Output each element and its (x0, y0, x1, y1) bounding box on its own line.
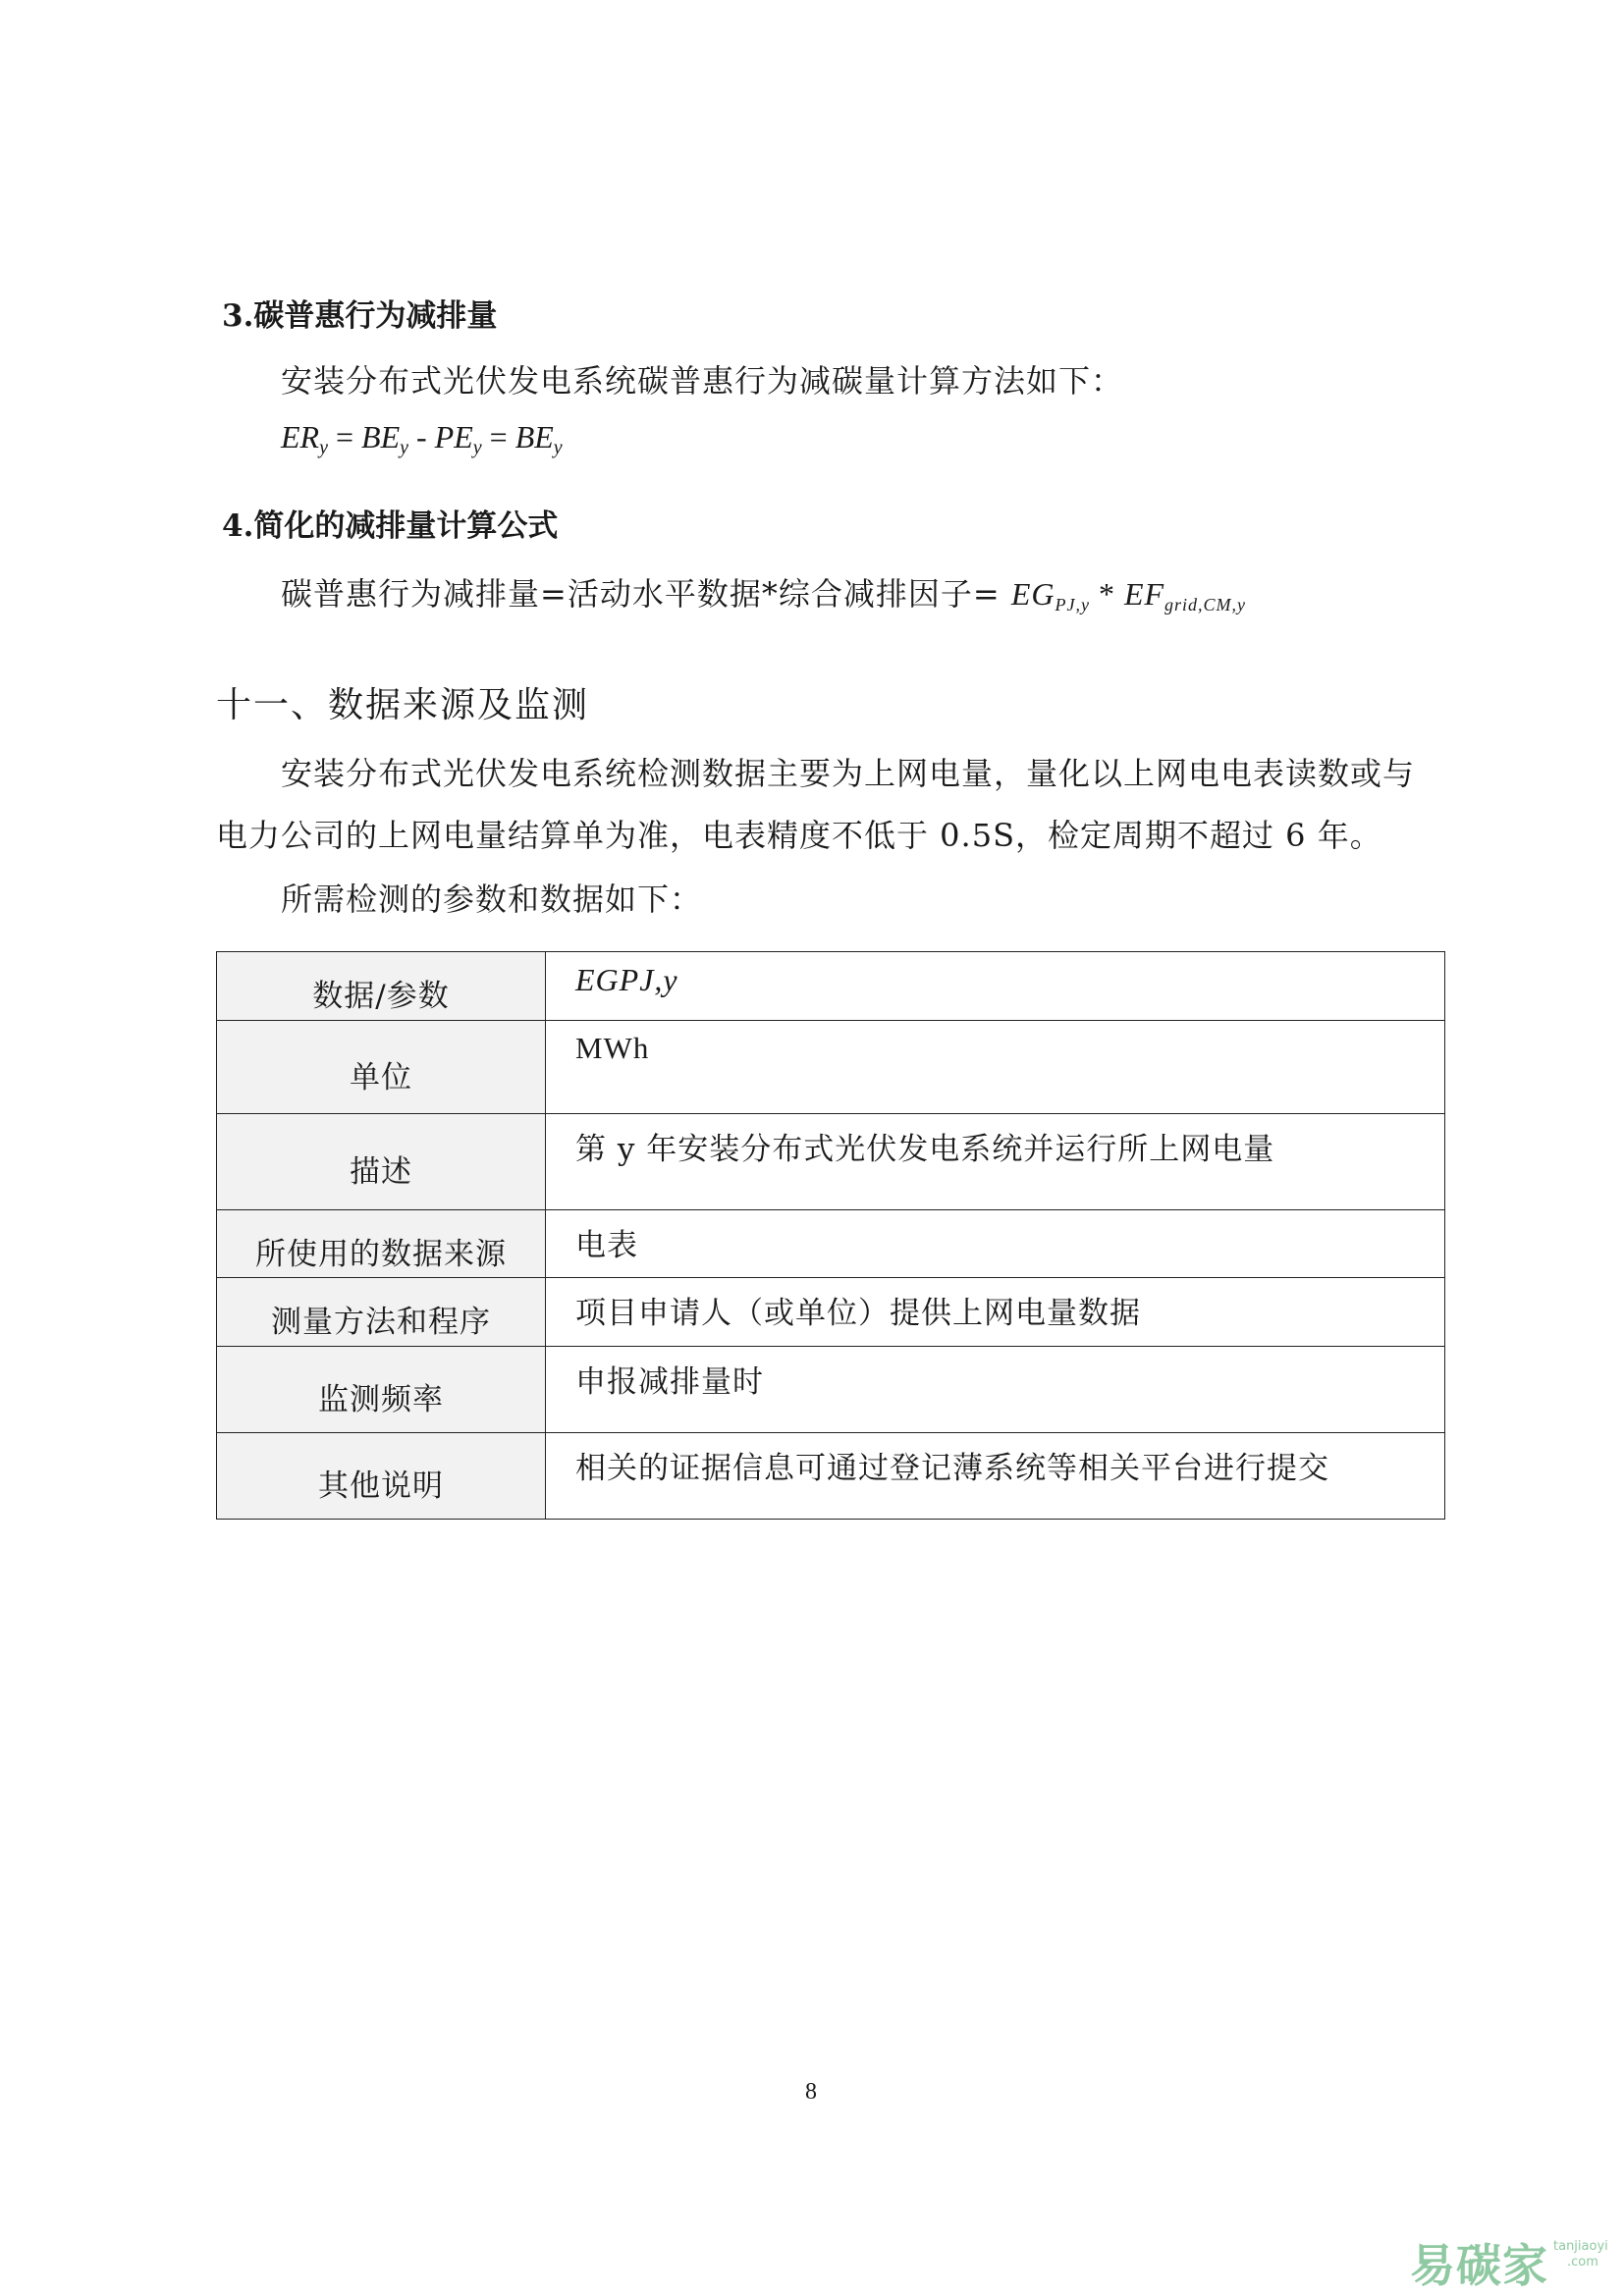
section-11-para1-line1: 安装分布式光伏发电系统检测数据主要为上网电量，量化以上网电电表读数或与 (281, 755, 1416, 792)
table-value-cell: 申报减排量时 (546, 1347, 1445, 1433)
watermark-sub-text-2: .com (1567, 2255, 1598, 2269)
parameters-table (216, 951, 1445, 1520)
formula-be: BE (361, 419, 401, 454)
section-3-formula (281, 419, 563, 459)
section-4-text: 碳普惠行为减排量=活动水平数据*综合减排因子= (281, 575, 1011, 613)
table-row (217, 952, 1445, 1021)
table-row (217, 1114, 1445, 1210)
table-key-cell: 测量方法和程序 (217, 1278, 546, 1347)
table-key-cell: 单位 (217, 1021, 546, 1114)
formula-eq2: = (481, 419, 515, 454)
formula-pe: PE (434, 419, 473, 454)
page-number: 8 (805, 2079, 817, 2105)
table-row (217, 1433, 1445, 1520)
table-value-cell: 项目申请人（或单位）提供上网电量数据 (546, 1278, 1445, 1347)
formula-ef-sub: grid,CM,y (1164, 595, 1247, 614)
table-value-cell: MWh (546, 1021, 1445, 1114)
table-value-cell: 相关的证据信息可通过登记薄系统等相关平台进行提交 (546, 1433, 1445, 1520)
formula-er-sub: y (319, 437, 328, 458)
formula-be-sub: y (400, 437, 409, 458)
table-key-cell: 所使用的数据来源 (217, 1210, 546, 1278)
formula-eg-sub: PJ,y (1055, 595, 1090, 614)
table-value-cell: EGPJ,y (546, 952, 1445, 1021)
table-row (217, 1210, 1445, 1278)
watermark-sub-text-1: tanjiaoyi (1553, 2239, 1608, 2254)
formula-star: * (1089, 576, 1124, 612)
table-row (217, 1278, 1445, 1347)
table-value-cell: 电表 (546, 1210, 1445, 1278)
formula-minus: - (408, 419, 435, 454)
table-key-cell: 其他说明 (217, 1433, 546, 1520)
table-value-cell: 第 y 年安装分布式光伏发电系统并运行所上网电量 (546, 1114, 1445, 1210)
section-11-para2: 所需检测的参数和数据如下： (281, 881, 703, 918)
table-key-cell: 描述 (217, 1114, 546, 1210)
section-3-intro: 安装分布式光伏发电系统碳普惠行为减碳量计算方法如下： (281, 362, 1124, 400)
formula-eq1: = (327, 419, 362, 454)
formula-pe-sub: y (472, 437, 482, 458)
watermark-logo (1410, 2230, 1608, 2292)
section-3-heading: 3.碳普惠行为减排量 (222, 298, 498, 334)
section-4-heading: 4.简化的减排量计算公式 (222, 508, 559, 544)
formula-be2: BE (514, 419, 554, 454)
formula-be2-sub: y (553, 437, 563, 458)
formula-ef: EF (1123, 576, 1165, 612)
watermark-main-text: 易碳家 (1410, 2239, 1548, 2292)
table-key-cell: 监测频率 (217, 1347, 546, 1433)
section-11-heading: 十一、数据来源及监测 (216, 685, 590, 725)
section-4-formula-line (281, 569, 1246, 615)
table-key-cell: 数据/参数 (217, 952, 546, 1021)
formula-er: ER (281, 419, 320, 454)
table-row (217, 1347, 1445, 1433)
formula-eg: EG (1010, 576, 1056, 612)
table-row (217, 1021, 1445, 1114)
section-11-para1-line2: 电力公司的上网电量结算单为准，电表精度不低于 0.5S，检定周期不超过 6 年。 (216, 817, 1382, 854)
